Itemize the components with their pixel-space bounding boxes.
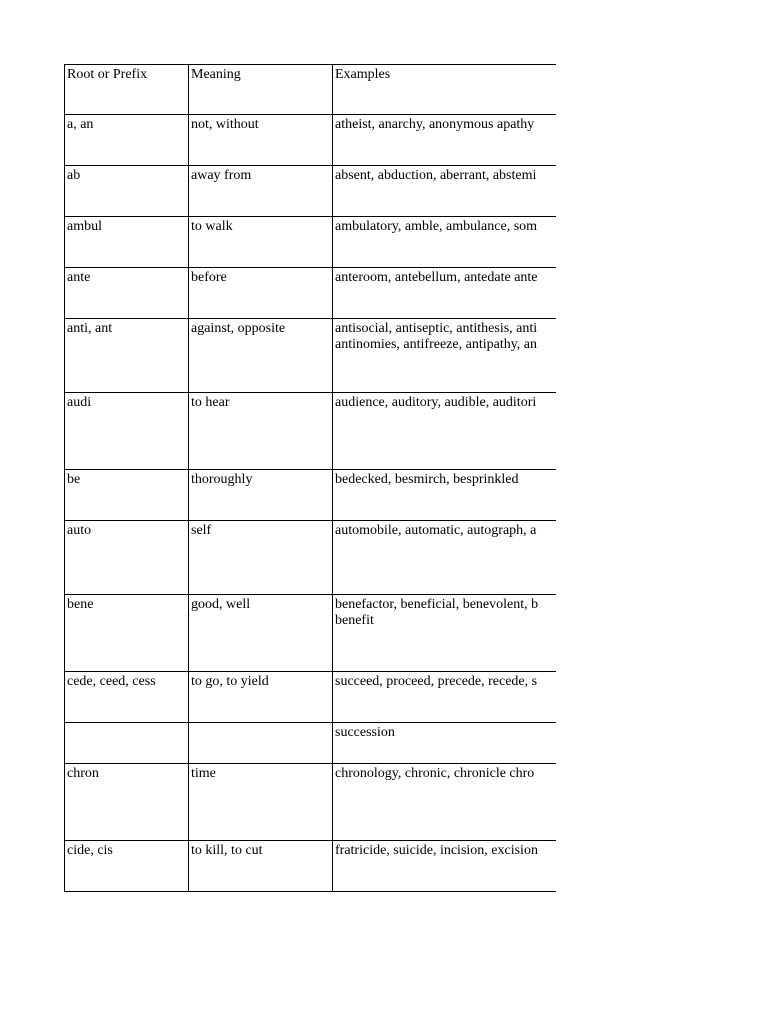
header-meaning-cell xyxy=(189,65,333,115)
meaning-cell xyxy=(189,723,333,764)
root-text: anti, ant xyxy=(67,321,113,336)
table-row xyxy=(65,115,557,166)
root-text: ab xyxy=(67,168,81,183)
examples-cell xyxy=(333,521,557,595)
root-cell xyxy=(65,723,189,764)
meaning-cell xyxy=(189,841,333,892)
examples-cell xyxy=(333,393,557,470)
table-row xyxy=(65,841,557,892)
root-cell xyxy=(65,672,189,723)
meaning-cell xyxy=(189,166,333,217)
root-cell xyxy=(65,217,189,268)
meaning-cell xyxy=(189,764,333,841)
examples-text: audience, auditory, audible, auditori xyxy=(335,395,537,410)
root-cell xyxy=(65,268,189,319)
root-cell xyxy=(65,470,189,521)
examples-cell xyxy=(333,217,557,268)
header-meaning: Meaning xyxy=(191,67,241,82)
meaning-text: away from xyxy=(191,168,252,183)
meaning-text: to walk xyxy=(191,219,233,234)
header-root-cell xyxy=(65,65,189,115)
examples-text: automobile, automatic, autograph, a xyxy=(335,523,537,538)
header-root: Root or Prefix xyxy=(67,67,148,82)
examples-text: antisocial, antiseptic, antithesis, anti xyxy=(335,321,538,336)
root-text: cide, cis xyxy=(67,843,113,858)
header-examples-cell xyxy=(333,65,557,115)
table-row xyxy=(65,268,557,319)
meaning-cell xyxy=(189,268,333,319)
root-text: chron xyxy=(67,766,99,781)
root-cell xyxy=(65,764,189,841)
examples-cell xyxy=(333,470,557,521)
root-cell xyxy=(65,115,189,166)
root-text: auto xyxy=(67,523,92,538)
examples-cell xyxy=(333,841,557,892)
root-cell xyxy=(65,166,189,217)
meaning-cell xyxy=(189,672,333,723)
table-row xyxy=(65,723,557,764)
table-header-row xyxy=(65,65,557,115)
root-text: cede, ceed, cess xyxy=(67,674,156,689)
meaning-cell xyxy=(189,595,333,672)
examples-text: chronology, chronic, chronicle chro xyxy=(335,766,535,781)
meaning-text: before xyxy=(191,270,227,285)
meaning-cell xyxy=(189,393,333,470)
examples-cell xyxy=(333,672,557,723)
meaning-text: good, well xyxy=(191,597,251,612)
meaning-cell xyxy=(189,319,333,393)
meaning-text: not, without xyxy=(191,117,259,132)
examples-text: bedecked, besmirch, besprinkled xyxy=(335,472,519,487)
examples-text: fratricide, suicide, incision, excision xyxy=(335,843,538,858)
header-examples: Examples xyxy=(335,67,391,82)
meaning-text: thoroughly xyxy=(191,472,253,487)
table-row xyxy=(65,764,557,841)
root-cell xyxy=(65,521,189,595)
root-cell xyxy=(65,319,189,393)
root-text: ante xyxy=(67,270,91,285)
meaning-cell xyxy=(189,217,333,268)
meaning-cell xyxy=(189,115,333,166)
table-row xyxy=(65,521,557,595)
table-row xyxy=(65,319,557,393)
roots-table xyxy=(64,64,556,892)
root-text: be xyxy=(67,472,81,487)
table-row xyxy=(65,393,557,470)
table-row xyxy=(65,217,557,268)
meaning-text: time xyxy=(191,766,216,781)
root-cell xyxy=(65,841,189,892)
meaning-text: self xyxy=(191,523,212,538)
meaning-cell xyxy=(189,470,333,521)
meaning-text: to hear xyxy=(191,395,230,410)
root-text: a, an xyxy=(67,117,94,132)
examples-text: absent, abduction, aberrant, abstemi xyxy=(335,168,537,183)
meaning-text: against, opposite xyxy=(191,321,286,336)
examples-text-continued: benefit xyxy=(335,613,374,628)
examples-cell xyxy=(333,764,557,841)
examples-text: succeed, proceed, precede, recede, s xyxy=(335,674,538,689)
table-row xyxy=(65,672,557,723)
examples-text: ambulatory, amble, ambulance, som xyxy=(335,219,538,234)
document-page xyxy=(64,64,556,892)
examples-cell xyxy=(333,723,557,764)
meaning-cell xyxy=(189,521,333,595)
root-cell xyxy=(65,595,189,672)
examples-cell xyxy=(333,268,557,319)
meaning-text: to kill, to cut xyxy=(191,843,263,858)
examples-cell xyxy=(333,166,557,217)
meaning-text: to go, to yield xyxy=(191,674,269,689)
table-row xyxy=(65,166,557,217)
examples-text: succession xyxy=(335,725,395,740)
examples-cell xyxy=(333,595,557,672)
examples-text: atheist, anarchy, anonymous apathy xyxy=(335,117,535,132)
root-cell xyxy=(65,393,189,470)
examples-cell xyxy=(333,115,557,166)
examples-text: benefactor, beneficial, benevolent, b xyxy=(335,597,539,612)
examples-cell xyxy=(333,319,557,393)
root-text: bene xyxy=(67,597,94,612)
examples-text: anteroom, antebellum, antedate ante xyxy=(335,270,538,285)
table-row xyxy=(65,470,557,521)
table-row xyxy=(65,595,557,672)
examples-text-continued: antinomies, antifreeze, antipathy, an xyxy=(335,337,538,352)
root-text: ambul xyxy=(67,219,102,234)
root-text: audi xyxy=(67,395,92,410)
